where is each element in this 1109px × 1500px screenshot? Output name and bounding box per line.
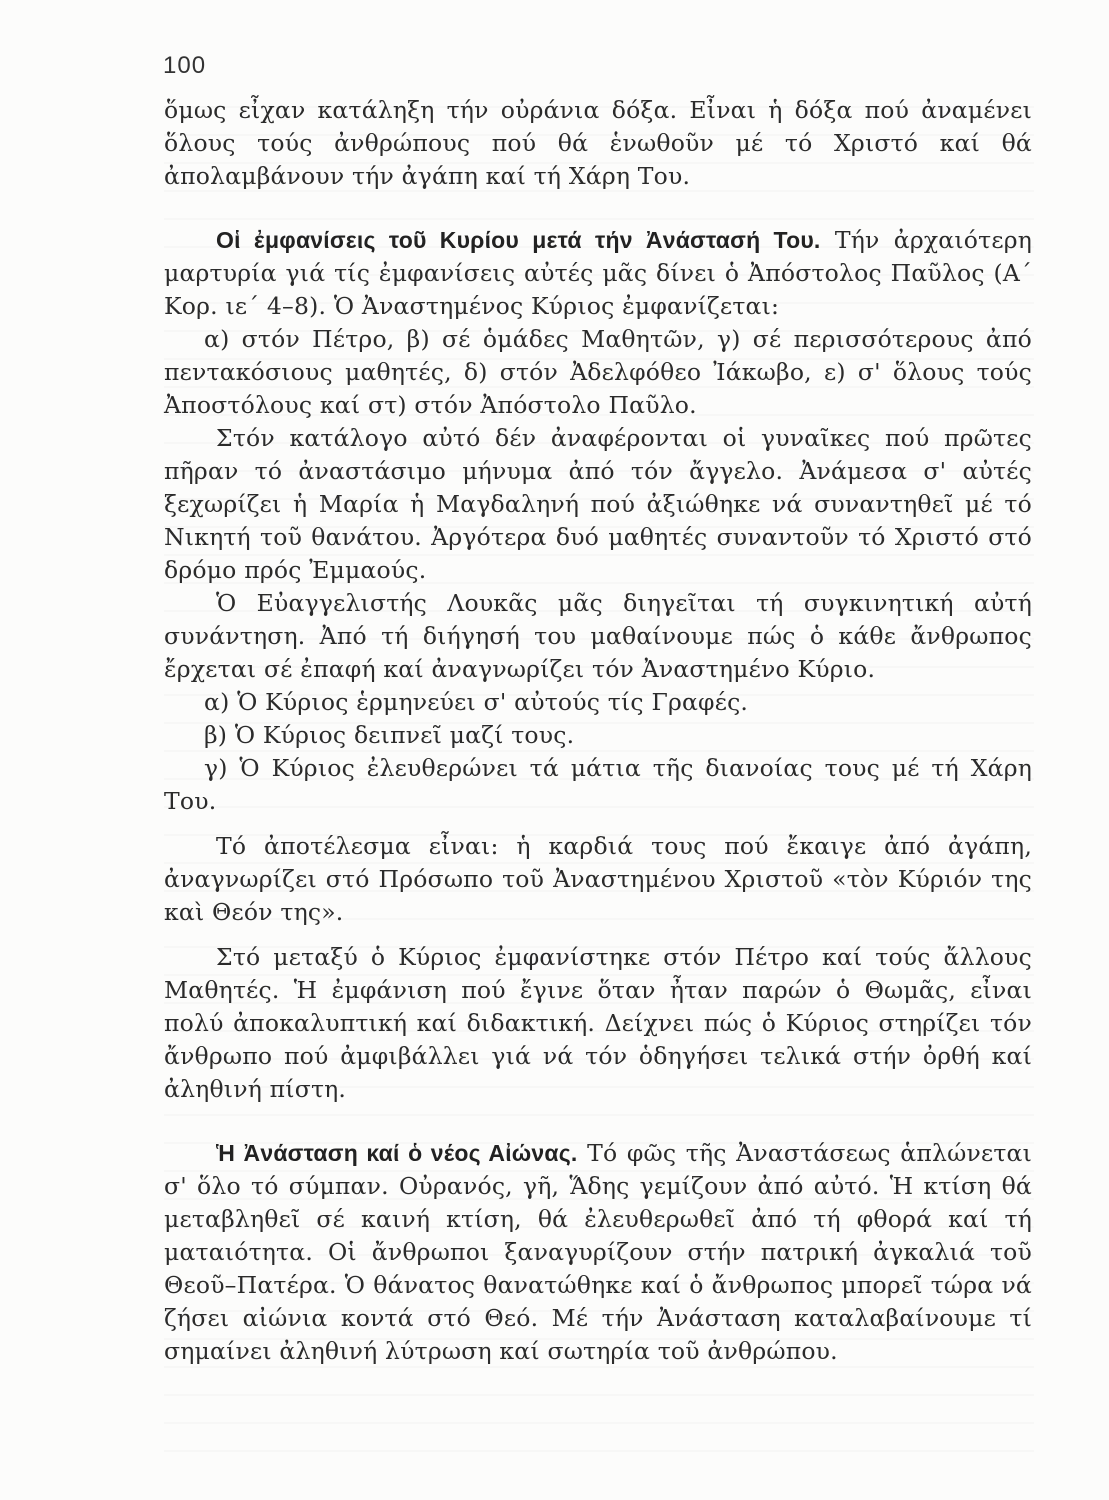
section-new-age-text: Τό φῶς τῆς Ἀναστάσεως ἁπλώνεται σ' ὅλο τό σύμπαν. Οὐρανός, γῆ, Ἅδης γεμίζουν ἀπό αὐτό. Ἡ κτίση θά μεταβληθεῖ σέ καινή κτίση, θά ἐλευθερωθεῖ ἀπό τή φθορά καί τή ματαιότητα. Οἱ ἄνθρωποι ξαναγυρίζουν στήν πατρική ἀγκαλιά τοῦ Θεοῦ–Πατέρα. Ὁ θάνατος θανατώθηκε καί ὁ ἄνθρωπος μπορεῖ τώρα νά ζήσει αἰώνια κοντά στό Θεό. Μέ τήν Ἀνάσταση καταλαβαίνουμε τί σημαίνει ἀληθινή λύτρωση καί σωτηρία τοῦ ἀνθρώπου. (164, 1139, 1032, 1365)
section-appearances (164, 224, 1032, 323)
page-number: 100 (163, 52, 207, 79)
list-item-b: β) Ὁ Κύριος δειπνεῖ μαζί τους. (204, 721, 575, 749)
section-title-new-age: Ἡ Ἀνάσταση καί ὁ νέος Αἰώνας. (216, 1140, 578, 1166)
paragraph-women: Στόν κατάλογο αὐτό δέν ἀναφέρονται οἱ γυναῖκες πού πρῶτες πῆραν τό ἀναστάσιμο μήνυμα ἀπό τόν ἄγγελο. Ἀνάμεσα σ' αὐτές ξεχωρίζει ἡ Μαρία ἡ Μαγδαληνή πού ἀξιώθηκε νά συναντηθεῖ μέ τό Νικητή τοῦ θανάτου. Ἀργότερα δυό μαθητές συναντοῦν τό Χριστό στό δρόμο πρός Ἐμμαούς. (164, 424, 1032, 584)
paragraph-continuation: ὅμως εἶχαν κατάληξη τήν οὐράνια δόξα. Εἶναι ἡ δόξα πού ἀναμένει ὅλους τούς ἀνθρώπους πού θά ἑνωθοῦν μέ τό Χριστό καί θά ἀπολαμβάνουν τήν ἀγάπη καί τή Χάρη Του. (164, 96, 1032, 190)
paragraph-spacer (164, 929, 1032, 941)
section-spacer (164, 193, 1032, 224)
paragraph-luke: Ὁ Εὐαγγελιστής Λουκᾶς μᾶς διηγεῖται τή συγκινητική αὐτή συνάντηση. Ἀπό τή διήγησή του μαθαίνουμε πώς ὁ κάθε ἄνθρωπος ἔρχεται σέ ἐπαφή καί ἀναγνωρίζει τόν Ἀναστημένο Κύριο. (164, 589, 1032, 683)
section-title-appearances: Οἱ ἐμφανίσεις τοῦ Κυρίου μετά τήν Ἀνάστασή Του. (216, 227, 821, 253)
paragraph-spacer (164, 818, 1032, 830)
page-body (164, 94, 1032, 1368)
list-item-c: γ) Ὁ Κύριος ἐλευθερώνει τά μάτια τῆς διανοίας τους μέ τή Χάρη Του. (164, 754, 1032, 815)
section-new-age (164, 1137, 1032, 1368)
paragraph-result: Τό ἀποτέλεσμα εἶναι: ἡ καρδιά τους πού ἔκαιγε ἀπό ἀγάπη, ἀναγνωρίζει στό Πρόσωπο τοῦ Ἀναστημένου Χριστοῦ «τὸν Κύριόν της καὶ Θεόν της». (164, 832, 1032, 926)
appearances-list: α) στόν Πέτρο, β) σέ ὁμάδες Μαθητῶν, γ) σέ περισσότερους ἀπό πεντακόσιους μαθητές, δ) στόν Ἀδελφόθεο Ἰάκωβο, ε) σ' ὅλους τούς Ἀποστόλους καί στ) στόν Ἀπόστολο Παῦλο. (164, 325, 1032, 419)
section-spacer (164, 1106, 1032, 1137)
list-item-a: α) Ὁ Κύριος ἑρμηνεύει σ' αὐτούς τίς Γραφές. (204, 688, 749, 716)
paragraph-thomas: Στό μεταξύ ὁ Κύριος ἐμφανίστηκε στόν Πέτρο καί τούς ἄλλους Μαθητές. Ἡ ἐμφάνιση πού ἔγινε ὅταν ἦταν παρών ὁ Θωμᾶς, εἶναι πολύ ἀποκαλυπτική καί διδακτική. Δείχνει πώς ὁ Κύριος στηρίζει τόν ἄνθρωπο πού ἀμφιβάλλει γιά νά τόν ὁδηγήσει τελικά στήν ὀρθή καί ἀληθινή πίστη. (164, 943, 1032, 1103)
section-appearances-text: Τήν ἀρχαιότερη μαρτυρία γιά τίς ἐμφανίσεις αὐτές μᾶς δίνει ὁ Ἀπόστολος Παῦλος (Α΄ Κορ. ιε΄ 4–8). Ὁ Ἀναστημένος Κύριος ἐμφανίζεται: (164, 226, 1032, 320)
